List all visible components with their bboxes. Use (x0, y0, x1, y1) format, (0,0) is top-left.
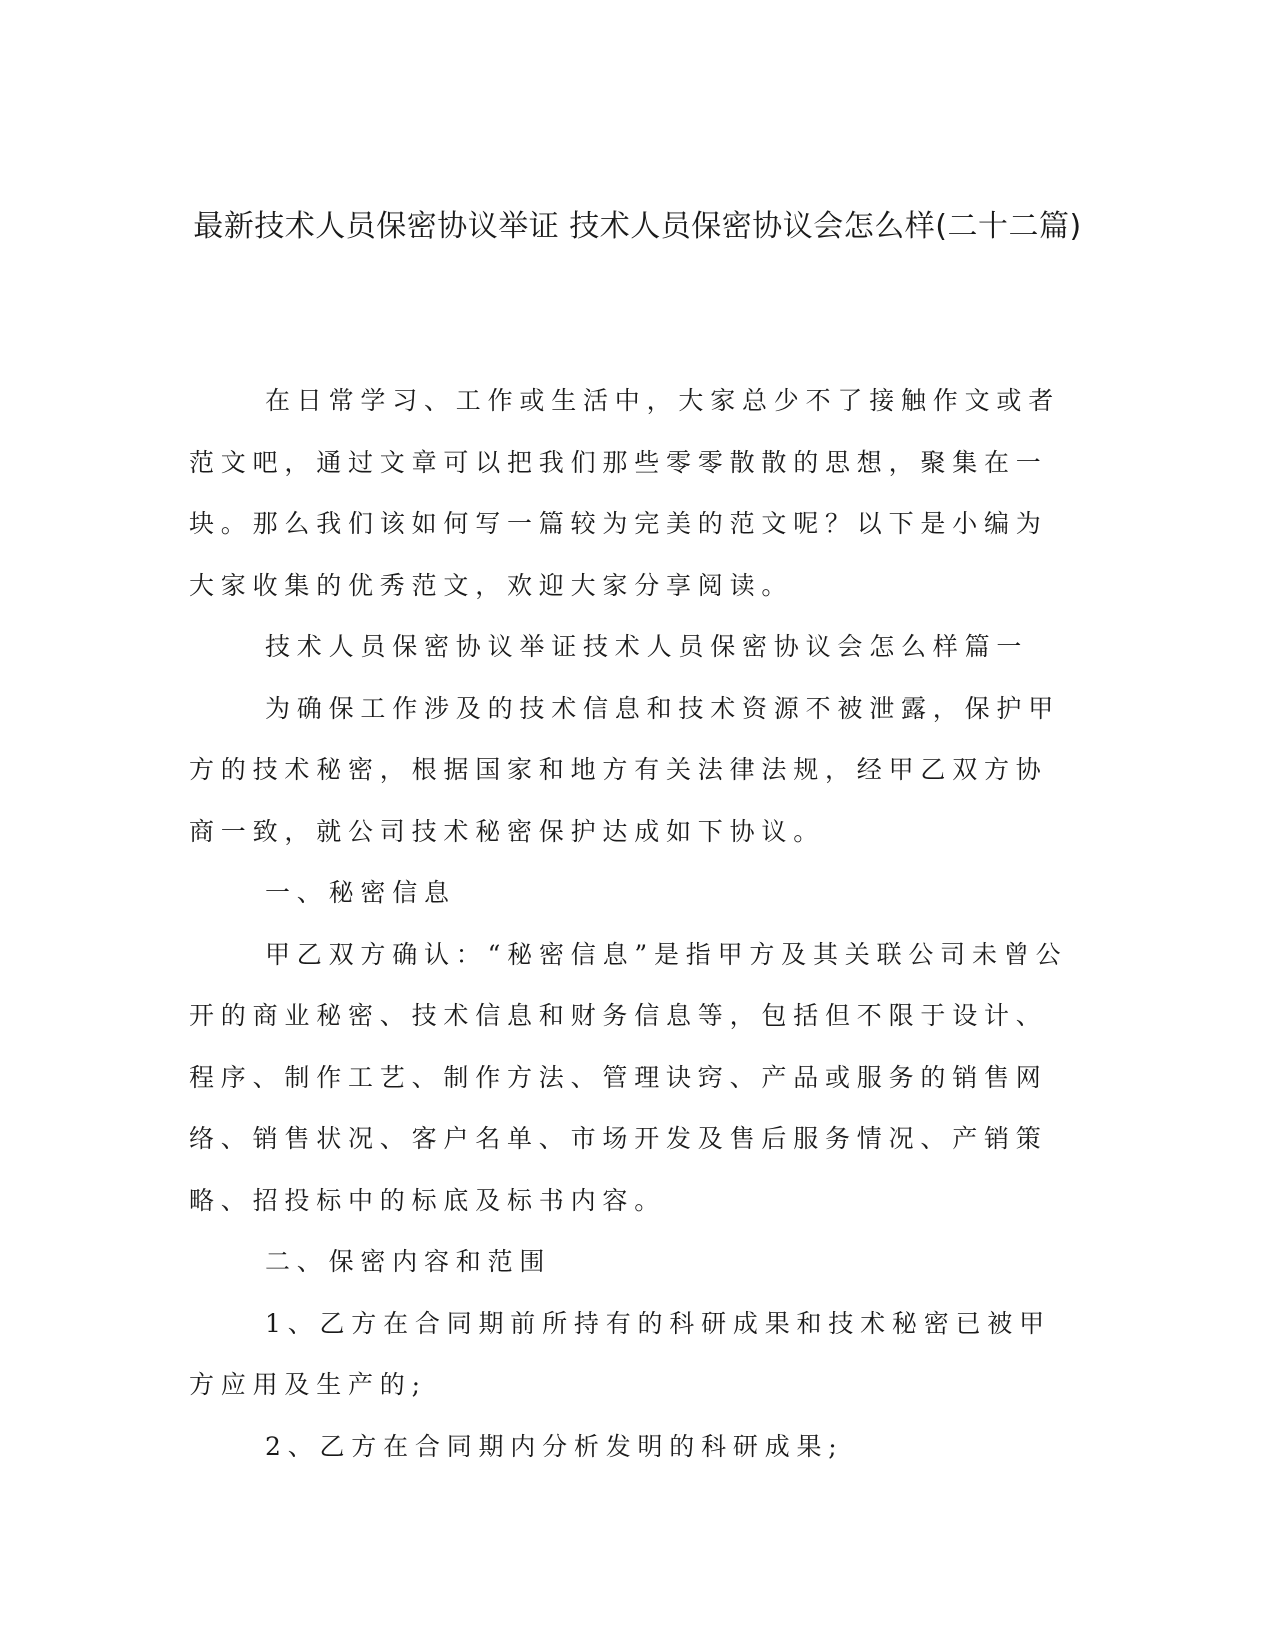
agreement-purpose-paragraph: 为确保工作涉及的技术信息和技术资源不被泄露，保护甲方的技术秘密，根据国家和地方有关法律法规，经甲乙双方协商一致，就公司技术秘密保护达成如下协议。 (189, 693, 1061, 846)
section-heading-part-one: 技术人员保密协议举证技术人员保密协议会怎么样篇一 (265, 632, 1029, 661)
confidential-info-definition: 甲乙双方确认：“秘密信息”是指甲方及其关联公司未曾公开的商业秘密、技术信息和财务信息等，包括但不限于设计、程序、制作工艺、制作方法、管理诀窍、产品或服务的销售网络、销售状况、客户名单、市场开发及售后服务情况、产销策略、招投标中的标底及标书内容。 (189, 939, 1068, 1215)
scope-item-1: 1、乙方在合同期前所持有的科研成果和技术秘密已被甲方应用及生产的; (189, 1308, 1051, 1399)
document-body (189, 370, 1079, 1477)
clause-heading-scope: 二、保密内容和范围 (265, 1247, 552, 1276)
clause-heading-confidential-info: 一、秘密信息 (265, 878, 456, 907)
document-title: 最新技术人员保密协议举证 技术人员保密协议会怎么样(二十二篇) (193, 209, 1082, 244)
intro-paragraph: 在日常学习、工作或生活中，大家总少不了接触作文或者范文吧，通过文章可以把我们那些零零散散的思想，聚集在一块。那么我们该如何写一篇较为完美的范文呢？以下是小编为大家收集的优秀范文，欢迎大家分享阅读。 (189, 386, 1061, 600)
scope-item-2: 2、乙方在合同期内分析发明的科研成果; (265, 1431, 844, 1461)
